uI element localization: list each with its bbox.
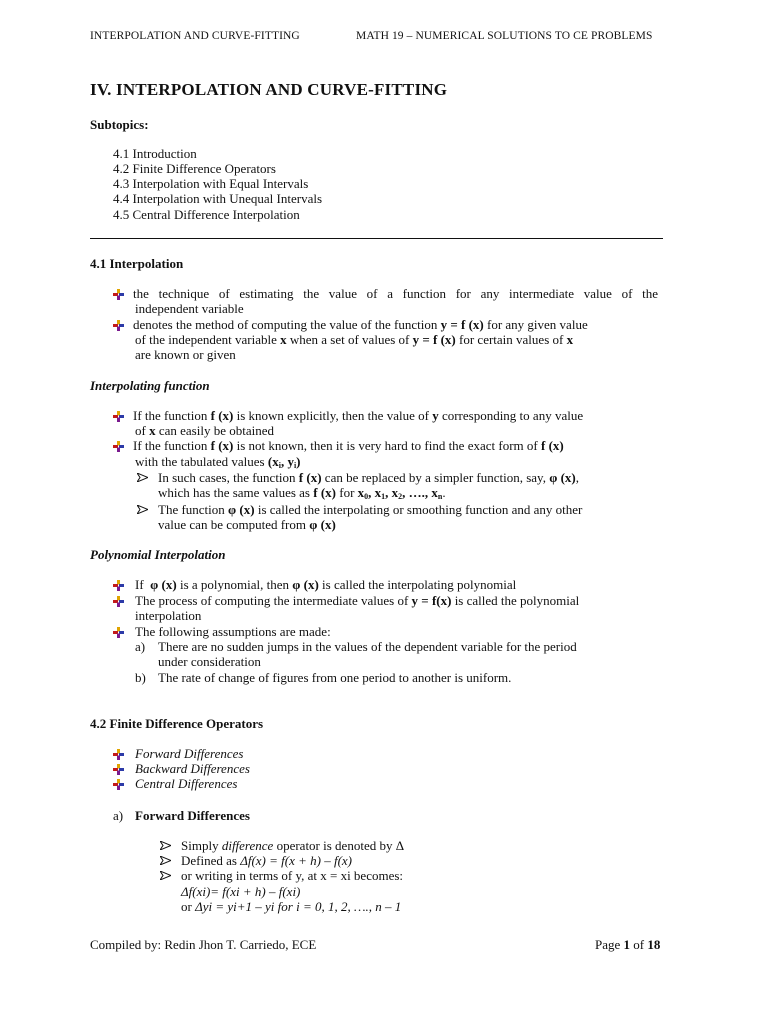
footer-compiled-by: Compiled by: Redin Jhon T. Carriedo, ECE [90, 937, 317, 952]
fd-p4: Δf(xi)= f(xi + h) – f(xi) [181, 884, 301, 899]
pi-b2-line1: The process of computing the intermediate values of y = f(x) is called the polynomial [135, 593, 580, 608]
s41-b1-line1: the technique of estimating the value of a function for any intermediate value of the [133, 286, 658, 301]
fd-p2: Defined as Δf(x) = f(x + h) – f(x) [181, 853, 352, 868]
if-b1-line2: of x can easily be obtained [135, 423, 274, 438]
forward-diff-label: a) [113, 808, 124, 823]
fd-p3: or writing in terms of y, at x = xi becomes: [181, 868, 404, 883]
arrow-bullet-icon [160, 841, 171, 850]
footer-page-number: Page 1 of 18 [595, 937, 661, 952]
pi-b3: The following assumptions are made: [135, 624, 331, 639]
diff-type-item: Central Differences [135, 776, 238, 791]
s41-b2-line3: are known or given [135, 347, 236, 362]
if-b2-line2: with the tabulated values ($x_i$, $y_i$) [135, 454, 301, 470]
arrow-bullet-icon [160, 856, 171, 865]
bullet-icon [113, 627, 124, 638]
diff-type-item: Forward Differences [135, 746, 244, 761]
fd-p5: or Δyi = yi+1 – yi for i = 0, 1, 2, …., n – 1 [181, 899, 402, 914]
forward-diff-heading: Forward Differences [135, 808, 250, 823]
bullet-icon [113, 580, 124, 591]
subtopic-item: 4.5 Central Difference Interpolation [113, 207, 300, 222]
pi-a-line2: under consideration [158, 654, 261, 669]
bullet-icon [113, 596, 124, 607]
if-a2-line1: The function φ (x) is called the interpolating or smoothing function and any other [158, 502, 583, 517]
bullet-icon [113, 320, 124, 331]
bullet-icon [113, 441, 124, 452]
bullet-icon [113, 411, 124, 422]
arrow-bullet-icon [160, 871, 171, 880]
s41-b1-line2: independent variable [135, 301, 244, 316]
subtopic-item: 4.4 Interpolation with Unequal Intervals [113, 191, 323, 206]
section-41-heading: 4.1 Interpolation [90, 256, 184, 271]
poly-interp-heading: Polynomial Interpolation [90, 547, 226, 562]
pi-a-line1: There are no sudden jumps in the values of the dependent variable for the period [158, 639, 577, 654]
arrow-bullet-icon [137, 505, 148, 514]
subtopics-heading: Subtopics: [90, 117, 149, 132]
fd-p1: Simply difference operator is denoted by Δ [181, 838, 405, 853]
if-b2-line1: If the function f (x) is not known, then it is very hard to find the exact form of f (x) [133, 438, 564, 453]
arrow-bullet-icon [137, 473, 148, 482]
subtopic-item: 4.3 Interpolation with Equal Intervals [113, 176, 309, 191]
bullet-icon [113, 289, 124, 300]
section-divider [90, 238, 663, 239]
pi-a-label: a) [135, 639, 146, 654]
interp-function-heading: Interpolating function [90, 378, 210, 393]
pi-b1: If φ (x) is a polynomial, then φ (x) is called the interpolating polynomial [135, 577, 517, 592]
s41-b2-line1: denotes the method of computing the value of the function y = f (x) for any given value [133, 317, 588, 332]
if-b1-line1: If the function f (x) is known explicitly, then the value of y corresponding to any value [133, 408, 584, 423]
header-right: MATH 19 – NUMERICAL SOLUTIONS TO CE PROBLEMS [356, 30, 653, 42]
if-a1-line2: which has the same values as f (x) for $x_0$, $x_1$, $x_2$, …., $x_n$. [158, 485, 446, 501]
page-title: IV. INTERPOLATION AND CURVE-FITTING [90, 80, 448, 99]
s41-b2-line2: of the independent variable x when a set of values of y = f (x) for certain values of x [135, 332, 574, 347]
diff-type-item: Backward Differences [135, 761, 250, 776]
header-left: INTERPOLATION AND CURVE-FITTING [90, 30, 300, 42]
pi-b2-line2: interpolation [135, 608, 202, 623]
bullet-icon [113, 779, 124, 790]
pi-b-label: b) [135, 670, 146, 685]
pi-b-text: The rate of change of figures from one period to another is uniform. [158, 670, 512, 685]
bullet-icon [113, 749, 124, 760]
bullet-icon [113, 764, 124, 775]
subtopic-item: 4.1 Introduction [113, 146, 197, 161]
if-a2-line2: value can be computed from φ (x) [158, 517, 336, 532]
subtopic-item: 4.2 Finite Difference Operators [113, 161, 276, 176]
section-42-heading: 4.2 Finite Difference Operators [90, 716, 264, 731]
if-a1-line1: In such cases, the function f (x) can be replaced by a simpler function, say, φ (x), [158, 470, 579, 485]
